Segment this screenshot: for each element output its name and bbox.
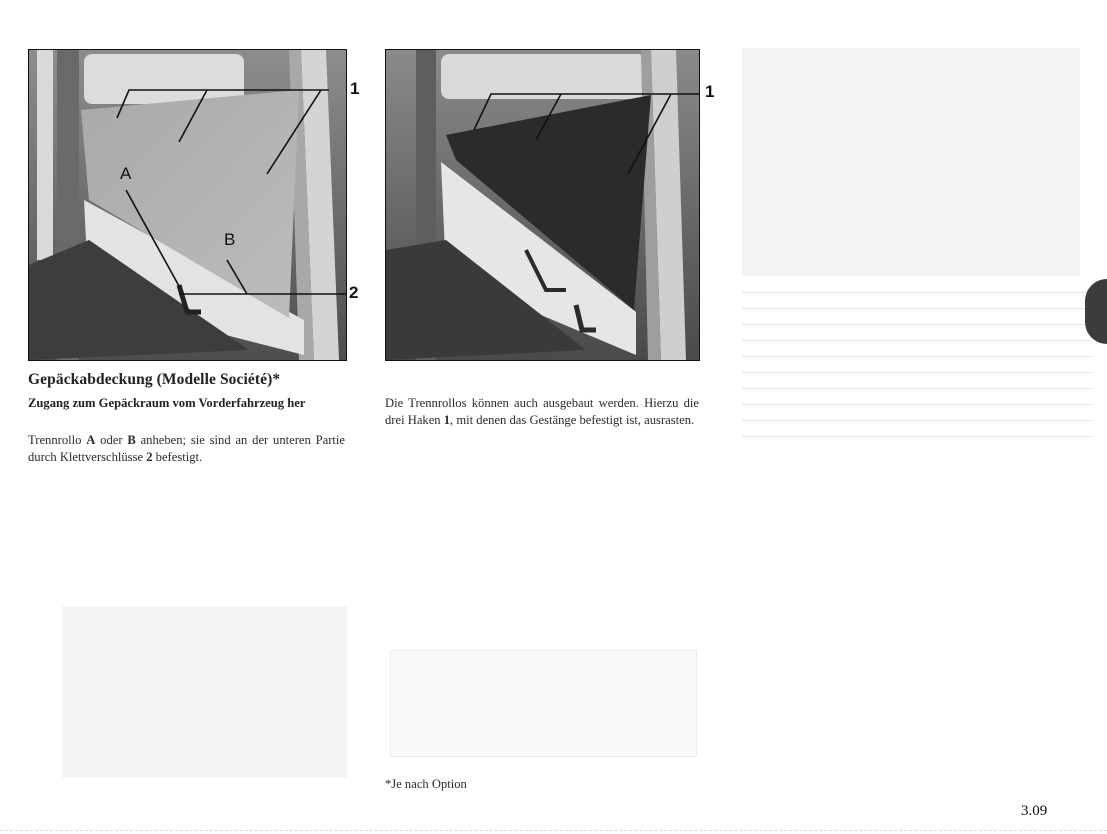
ghost-text-right — [742, 292, 1092, 452]
para1-text-1: Trennrollo — [28, 433, 87, 447]
ghost-box-middle — [390, 650, 697, 757]
para1-text-3: anheben; sie sind an der unteren Partie durch Klettverschlüsse — [28, 433, 345, 464]
luggage-cover-photo-2 — [385, 49, 700, 361]
page-number: 3.09 — [1021, 803, 1048, 819]
callout-1-fig2: 1 — [705, 82, 715, 101]
instruction-paragraph-2 — [385, 395, 699, 428]
instruction-paragraph-1 — [28, 432, 345, 465]
para1-ref-b: B — [127, 433, 136, 447]
para1-text-2: oder — [95, 433, 128, 447]
ghost-image-left — [62, 606, 347, 778]
luggage-cover-photo-1 — [28, 49, 347, 361]
ghost-image-right — [742, 48, 1080, 276]
para2-ref-1: 1 — [443, 412, 451, 427]
para1-ref-2: 2 — [146, 449, 153, 464]
para2-text-2: , mit denen das Gestänge befestigt ist, ausrasten. — [450, 412, 695, 427]
callout-2-fig1: 2 — [349, 283, 359, 302]
para1-text-4: befestigt. — [152, 449, 203, 464]
para2-text-1: Die Trennrollos können auch ausgebaut werden. Hierzu die drei Haken — [385, 396, 699, 427]
footnote: *Je nach Option — [385, 777, 467, 791]
para1-ref-a: A — [86, 433, 96, 447]
callout-b-fig1: B — [224, 230, 236, 249]
callout-a-fig1: A — [120, 164, 132, 183]
section-title: Gepäckabdeckung (Modelle Société)* — [28, 371, 281, 388]
bottom-scan-line — [0, 830, 1107, 831]
section-subtitle: Zugang zum Gepäckraum vom Vorderfahrzeug her — [28, 396, 306, 410]
callout-1-fig1: 1 — [350, 79, 360, 98]
chapter-tab — [1085, 279, 1107, 344]
